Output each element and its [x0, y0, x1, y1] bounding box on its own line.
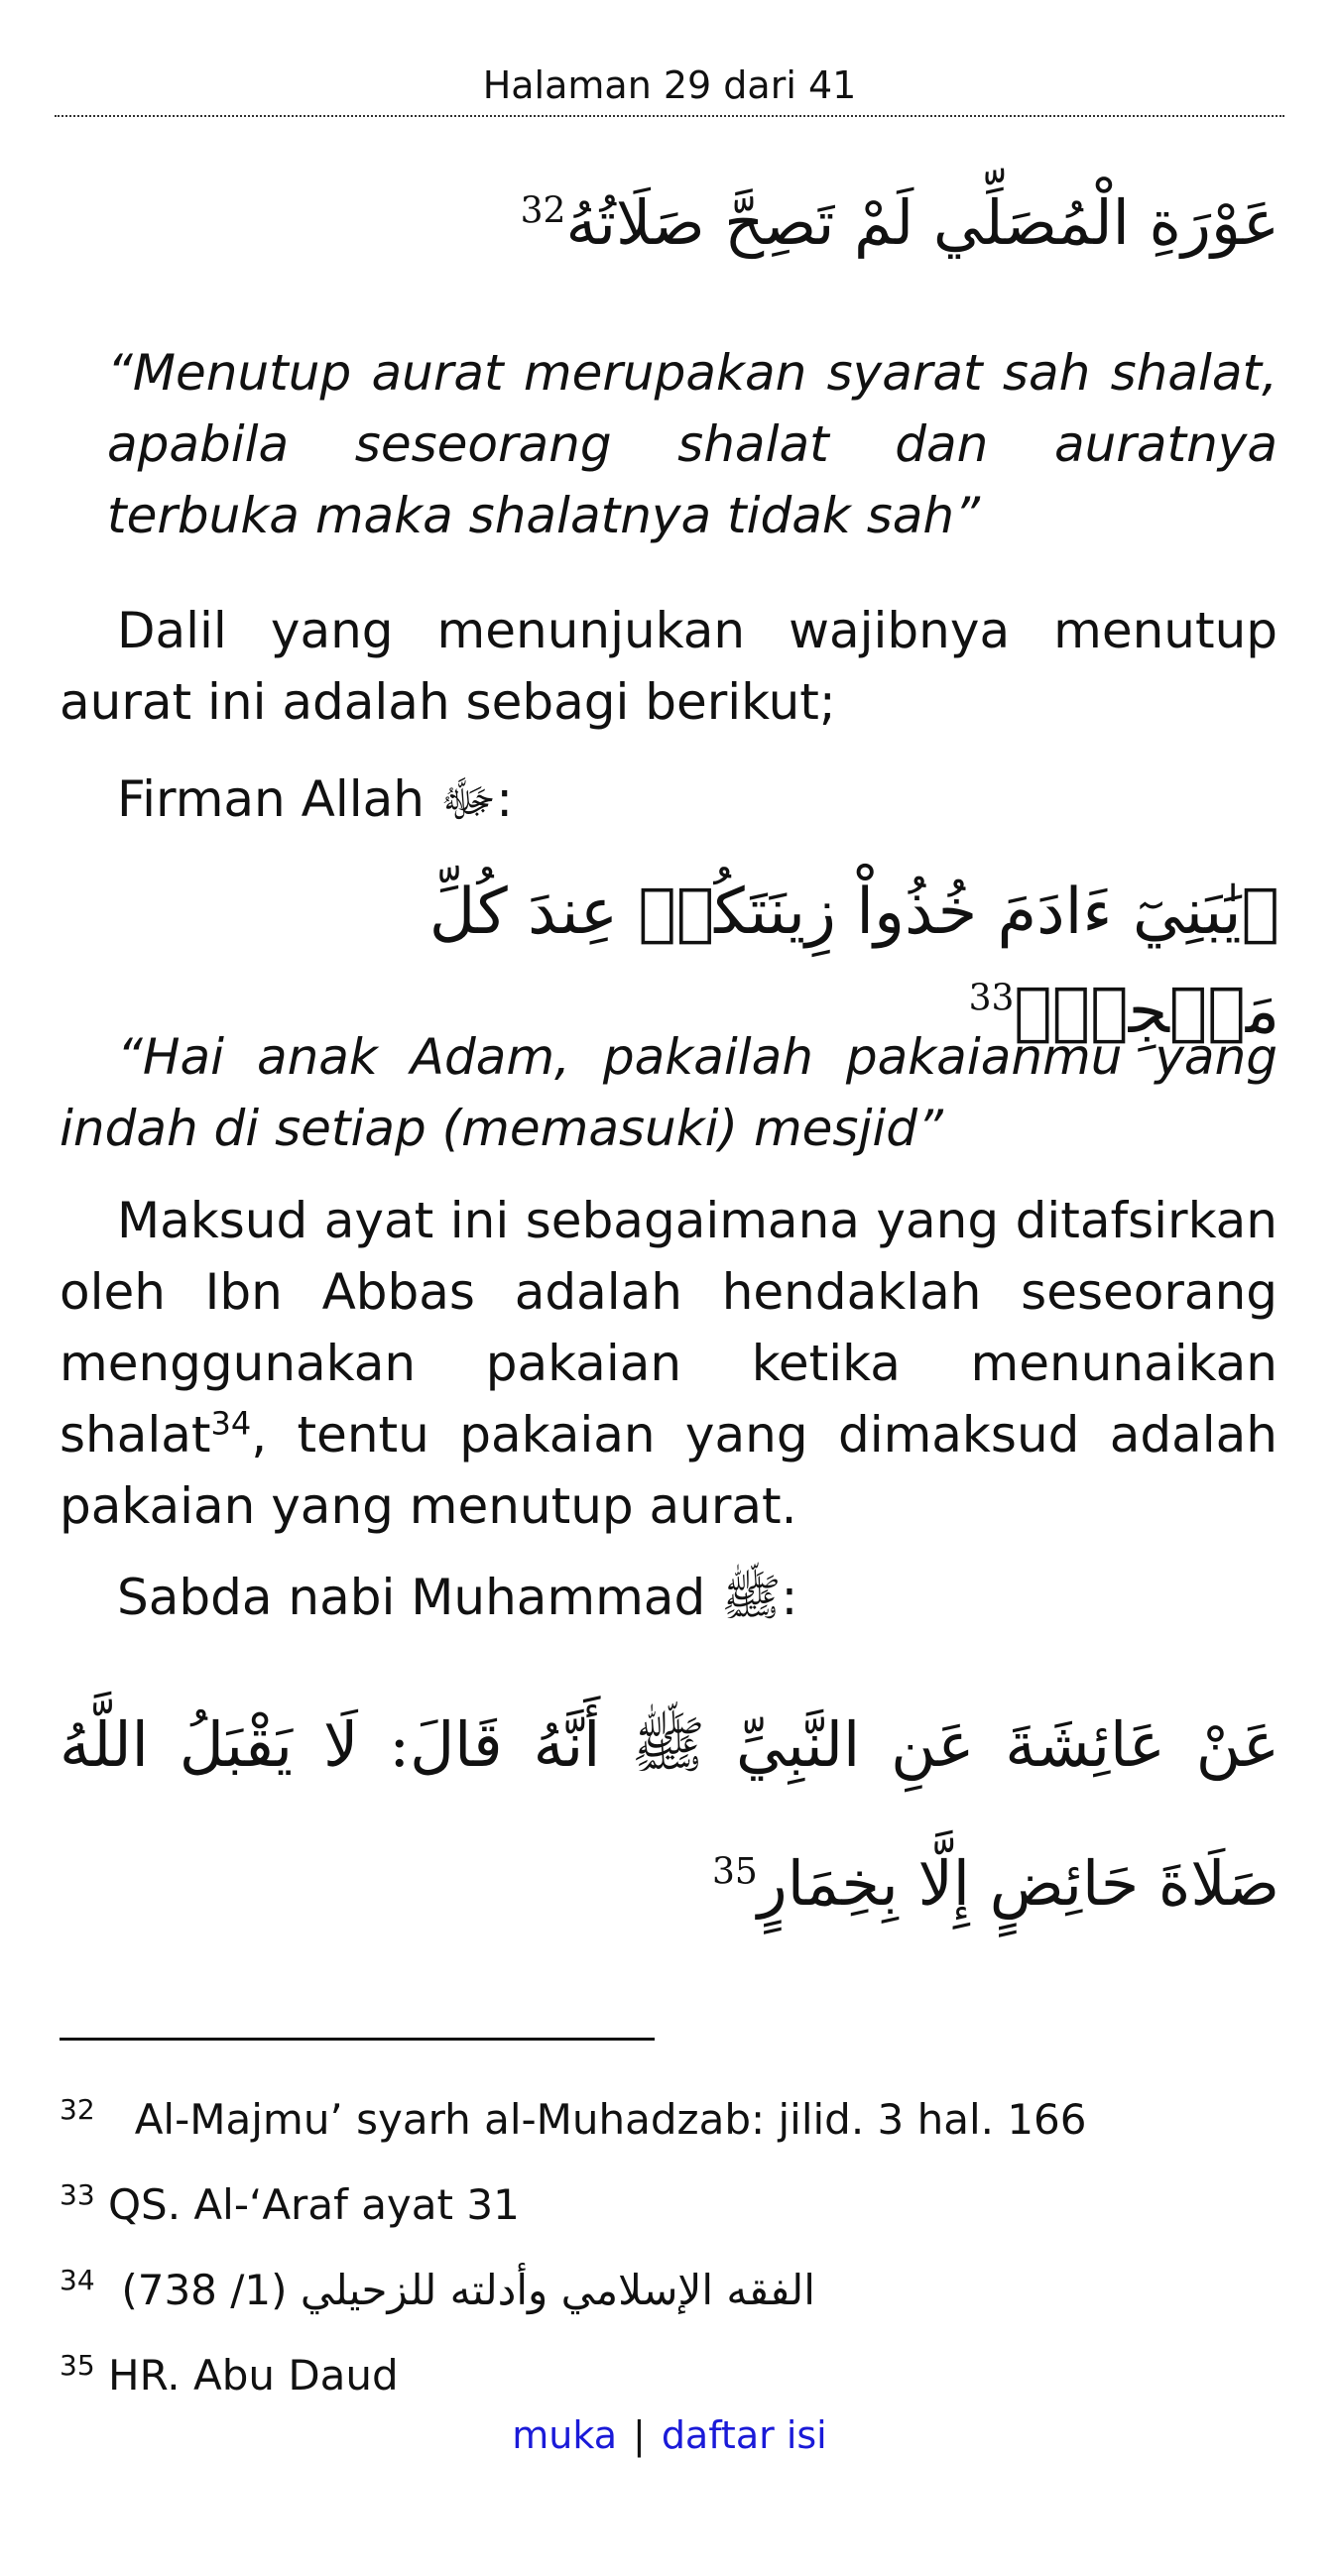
- footnote-number: 35: [60, 2349, 95, 2382]
- footnote-text: الفقه الإسلامي وأدلته للزحيلي (1/ 738): [121, 2266, 815, 2314]
- footnote-ref-35[interactable]: 35: [711, 1851, 758, 1893]
- nav-separator: |: [633, 2413, 646, 2457]
- footnote-ref-33[interactable]: 33: [968, 978, 1015, 1019]
- sabda-nabi-label: Sabda nabi Muhammad ﷺ:: [117, 1569, 798, 1626]
- footnote-number: 34: [60, 2264, 95, 2296]
- firman-allah-label: Firman Allah ﷻ:: [117, 770, 514, 828]
- table-of-contents-link[interactable]: daftar isi: [661, 2413, 827, 2457]
- footnote-33: [60, 2177, 1278, 2233]
- footnote-number: 32: [60, 2093, 95, 2126]
- footnote-divider: [60, 2038, 655, 2041]
- footnote-32: [60, 2092, 1278, 2148]
- quote-translation-2: “Hai anak Adam, pakailah pakaianmu yang indah di setiap (memasuki) mesjid”: [60, 1028, 1278, 1157]
- footnote-text: QS. Al-‘Araf ayat 31: [108, 2180, 520, 2229]
- arabic-title-text: عَوْرَةِ الْمُصَلِّي لَمْ تَصِحَّ صَلَاتُهُ: [565, 186, 1279, 259]
- footnote-ref-34[interactable]: 34: [210, 1404, 252, 1443]
- footnote-text: HR. Abu Daud: [108, 2351, 399, 2400]
- footnote-text: Al-Majmu’ syarh al-Muhadzab: jilid. 3 hal. 166: [134, 2095, 1087, 2144]
- footnote-ref-32[interactable]: 32: [520, 190, 566, 232]
- paragraph-dalil: Dalil yang menunjukan wajibnya menutup aurat ini adalah sebagi berikut;: [60, 602, 1278, 731]
- hadith-arabic-text: عَنْ عَائِشَةَ عَنِ النَّبِيِّ ﷺ أَنَّهُ قَالَ: لَا يَقْبَلُ اللَّهُ صَلَاةَ حَائِضٍ إِلَّا بِخِمَارٍ: [60, 1708, 1279, 1920]
- arabic-title: [188, 178, 1279, 268]
- footnote-number: 33: [60, 2178, 95, 2211]
- footnote-35: [60, 2348, 1278, 2403]
- quran-verse-text: ﴿يَٰبَنِيٓ ءَادَمَ خُذُواْ زِينَتَكُمۡ عِندَ كُلِّ مَسۡجِدٖ﴾: [428, 876, 1279, 1048]
- page-header: [55, 61, 1284, 109]
- paragraph-tafsir-tail: , tentu pakaian yang dimaksud adalah pakaian yang menutup aurat.: [60, 1406, 1278, 1535]
- home-link[interactable]: muka: [512, 2413, 617, 2457]
- header-divider: [55, 115, 1284, 117]
- paragraph-tafsir: [60, 1185, 1278, 1542]
- hadith-text: [60, 1676, 1279, 1953]
- paragraph-tafsir-text: Maksud ayat ini sebagaimana yang ditafsirkan oleh Ibn Abbas adalah hendaklah seseorang menggunakan pakaian ketika menunaikan shalat: [60, 1192, 1278, 1464]
- footnote-34: [60, 2263, 1278, 2318]
- page-navigation: [0, 2411, 1339, 2459]
- page-number-label: Halaman 29 dari 41: [482, 63, 857, 107]
- quote-translation-1: “Menutup aurat merupakan syarat sah shalat, apabila seseorang shalat dan auratnya terbuka maka shalatnya tidak sah”: [107, 344, 1278, 544]
